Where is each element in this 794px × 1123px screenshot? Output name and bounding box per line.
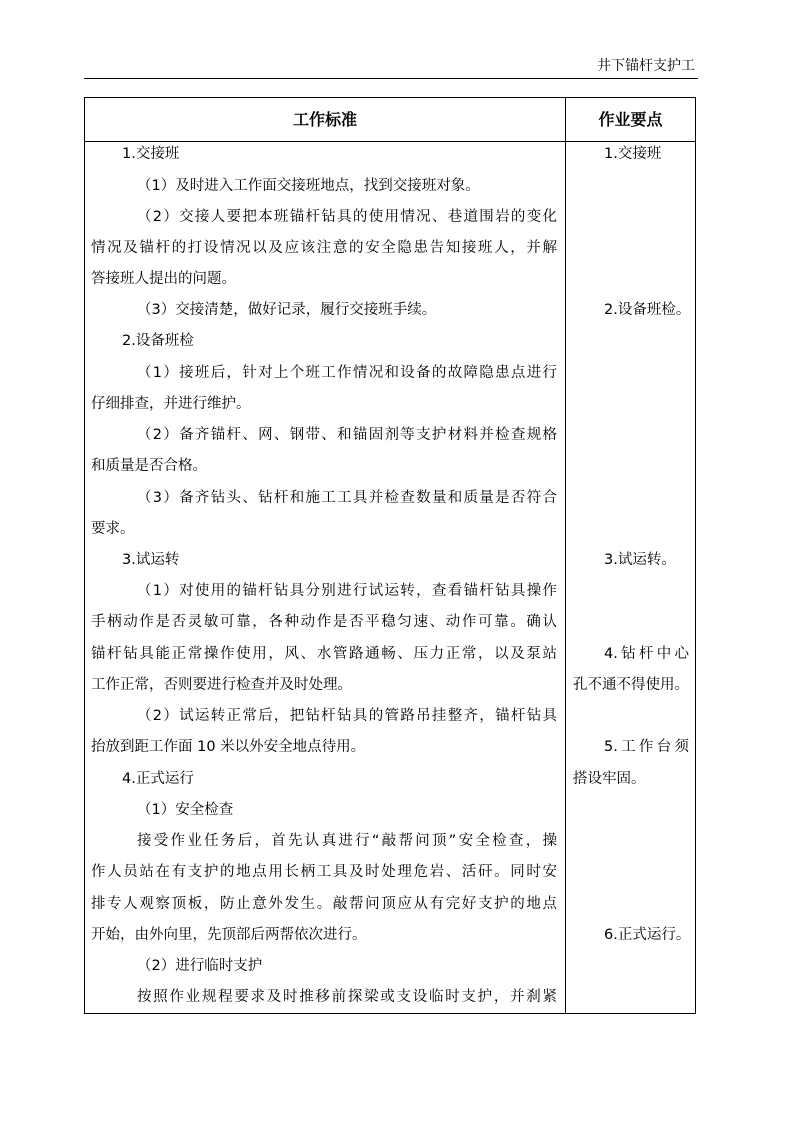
subsection-heading: （1）安全检查 <box>137 802 234 818</box>
column-divider <box>565 98 566 1013</box>
standards-table <box>84 97 696 1014</box>
section-heading: 4.正式运行 <box>122 771 194 787</box>
key-point-line: 6.正式运行。 <box>604 927 691 943</box>
paragraph-line: 手柄动作是否灵敏可靠，各种动作是否平稳匀速、动作可靠。确认 <box>91 614 557 630</box>
paragraph-line: （2）交接人要把本班锚杆钻具的使用情况、巷道围岩的变化 <box>137 209 557 225</box>
paragraph-line: （2）备齐锚杆、网、钢带、和锚固剂等支护材料并检查规格 <box>137 427 557 443</box>
key-point-line: 3.试运转。 <box>604 552 676 568</box>
header-rule <box>84 78 698 79</box>
paragraph-line: 按照作业规程要求及时推移前探梁或支设临时支护，并刹紧 <box>137 989 557 1005</box>
paragraph-line: （2）试运转正常后，把钻杆钻具的管路吊挂整齐，锚杆钻具 <box>137 708 557 724</box>
paragraph-line: 排专人观察顶板，防止意外发生。敲帮问顶应从有完好支护的地点 <box>91 896 557 912</box>
paragraph-line: 仔细排查，并进行维护。 <box>91 396 251 412</box>
key-point-line: 1.交接班 <box>604 146 662 162</box>
paragraph-line: 和质量是否合格。 <box>91 458 207 474</box>
paragraph-line: 情况及锚杆的打设情况以及应该注意的安全隐患告知接班人，并解 <box>91 240 557 256</box>
key-point-line: 2.设备班检。 <box>604 302 691 318</box>
paragraph-line: 抬放到距工作面 10 米以外安全地点待用。 <box>91 739 366 755</box>
section-heading: 1.交接班 <box>122 146 180 162</box>
paragraph-line: 工作正常，否则要进行检查并及时处理。 <box>91 677 352 693</box>
key-point-line: 5.工作台须 <box>604 739 689 755</box>
paragraph-line: 接受作业任务后，首先认真进行“敲帮问顶”安全检查，操 <box>137 833 557 849</box>
paragraph-line: 开始，由外向里，先顶部后两帮依次进行。 <box>91 927 367 943</box>
paragraph-line: （3）交接清楚，做好记录，履行交接班手续。 <box>137 302 437 318</box>
paragraph-line: 作人员站在有支护的地点用长柄工具及时处理危岩、活矸。同时安 <box>91 864 557 880</box>
paragraph-line: （1）及时进入工作面交接班地点，找到交接班对象。 <box>137 178 480 194</box>
paragraph-line: （3）备齐钻头、钻杆和施工工具并检查数量和质量是否符合 <box>137 490 557 506</box>
subsection-heading: （2）进行临时支护 <box>137 958 263 974</box>
key-point-line: 孔不通不得使用。 <box>573 677 689 693</box>
column-header-key-points: 作业要点 <box>598 110 663 129</box>
paragraph-line: 答接班人提出的问题。 <box>91 271 236 287</box>
table-header-row <box>85 98 695 142</box>
column-header-work-standard: 工作标准 <box>292 110 357 129</box>
section-heading: 3.试运转 <box>122 552 180 568</box>
section-heading: 2.设备班检 <box>122 333 194 349</box>
paragraph-line: 锚杆钻具能正常操作使用，风、水管路通畅、压力正常，以及泵站 <box>91 646 557 662</box>
key-point-line: 搭设牢固。 <box>573 771 646 787</box>
paragraph-line: 要求。 <box>91 521 135 537</box>
paragraph-line: （1）对使用的锚杆钻具分别进行试运转，查看锚杆钻具操作 <box>137 583 557 599</box>
document-header-title: 井下锚杆支护工 <box>597 58 695 74</box>
key-point-line: 4.钻杆中心 <box>604 646 689 662</box>
paragraph-line: （1）接班后，针对上个班工作情况和设备的故障隐患点进行 <box>137 365 557 381</box>
